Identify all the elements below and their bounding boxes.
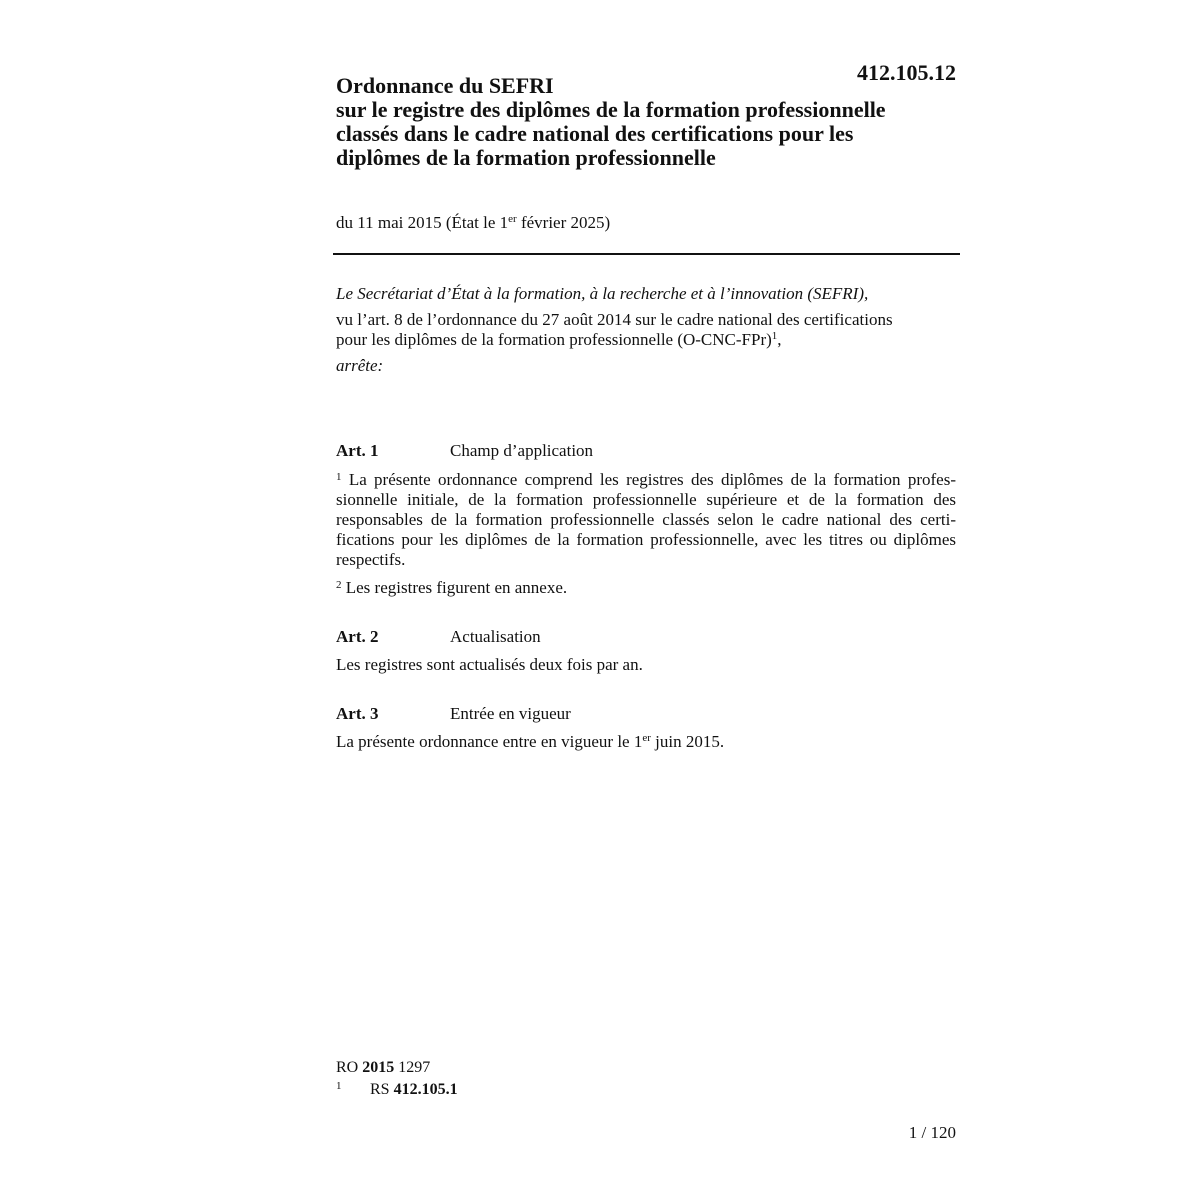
- preamble-basis-text: pour les diplômes de la formation professionnelle (O-CNC-FPr): [336, 330, 772, 349]
- rs-number: 412.105.1: [393, 1081, 458, 1098]
- preamble-basis-line: [336, 330, 956, 350]
- article-heading: Entrée en vigueur: [450, 704, 571, 723]
- paragraph-line: [336, 578, 956, 598]
- preamble: [336, 284, 956, 376]
- preamble-basis-end: ,: [777, 330, 782, 349]
- document-title: [336, 74, 956, 170]
- ro-year: 2015: [362, 1059, 395, 1076]
- article-text: [336, 732, 956, 752]
- article-text-prefix: La présente ordonnance entre en vigueur le 1: [336, 732, 643, 751]
- footnote: [336, 1080, 342, 1100]
- header-divider: [333, 253, 960, 255]
- article-number: Art. 2: [336, 627, 379, 646]
- paragraph-line: sionnelle initiale, de la formation professionnelle supérieure et de la formation des: [336, 490, 956, 509]
- article-heading: Champ d’application: [450, 441, 594, 460]
- footnote-marker: 1: [336, 1080, 342, 1092]
- title-line: sur le registre des diplômes de la formation professionnelle: [336, 97, 886, 122]
- article-number: Art. 1: [336, 441, 379, 460]
- article-number: Art. 3: [336, 704, 379, 723]
- paragraph-line: respectifs.: [336, 550, 406, 569]
- preamble-authority: Le Secrétariat d’État à la formation, à la recherche et à l’innovation (SEFRI),: [336, 284, 869, 303]
- paragraph-text: Les registres figurent en annexe.: [345, 578, 568, 597]
- article-heading: Actualisation: [450, 627, 541, 646]
- date-prefix: du 11 mai 2015 (État le 1: [336, 213, 509, 232]
- title-line: diplômes de la formation professionnelle: [336, 145, 716, 170]
- footnote-text: [370, 1080, 458, 1100]
- ro-page: 1297: [394, 1059, 431, 1076]
- paragraph-line: [336, 470, 956, 490]
- paragraph-marker: 1: [336, 471, 342, 483]
- article-paragraph: [336, 470, 956, 570]
- article-paragraph: [336, 578, 956, 598]
- preamble-decision: arrête:: [336, 356, 384, 375]
- ro-reference: [336, 1058, 430, 1078]
- document-number: 412.105.12: [857, 60, 956, 85]
- paragraph-line: [336, 732, 956, 752]
- page-number: 1 / 120: [908, 1123, 956, 1142]
- rs-prefix: RS: [370, 1081, 394, 1098]
- title-line: Ordonnance du SEFRI: [336, 73, 554, 98]
- title-line: classés dans le cadre national des certifications pour les: [336, 121, 854, 146]
- document-date: [336, 212, 610, 234]
- article-text-suffix: juin 2015.: [650, 732, 725, 751]
- paragraph-marker: 2: [336, 579, 342, 591]
- date-suffix: février 2025): [516, 213, 611, 232]
- preamble-basis-line: vu l’art. 8 de l’ordonnance du 27 août 2014 sur le cadre national des certifications: [336, 310, 893, 329]
- paragraph-line: Les registres sont actualisés deux fois par an.: [336, 655, 643, 674]
- ro-prefix: RO: [336, 1059, 363, 1076]
- footnote-ref: 1: [771, 330, 778, 342]
- article-text: [336, 655, 956, 675]
- article-text-sup: er: [642, 732, 651, 744]
- paragraph-text: La présente ordonnance comprend les registres des diplômes de la formation profes-: [348, 470, 956, 489]
- paragraph-line: fications pour les diplômes de la formation professionnelle, avec les titres ou diplômes: [336, 530, 956, 549]
- paragraph-line: responsables de la formation professionnelle classés selon le cadre national des certi-: [336, 510, 956, 529]
- date-sup: er: [508, 213, 517, 225]
